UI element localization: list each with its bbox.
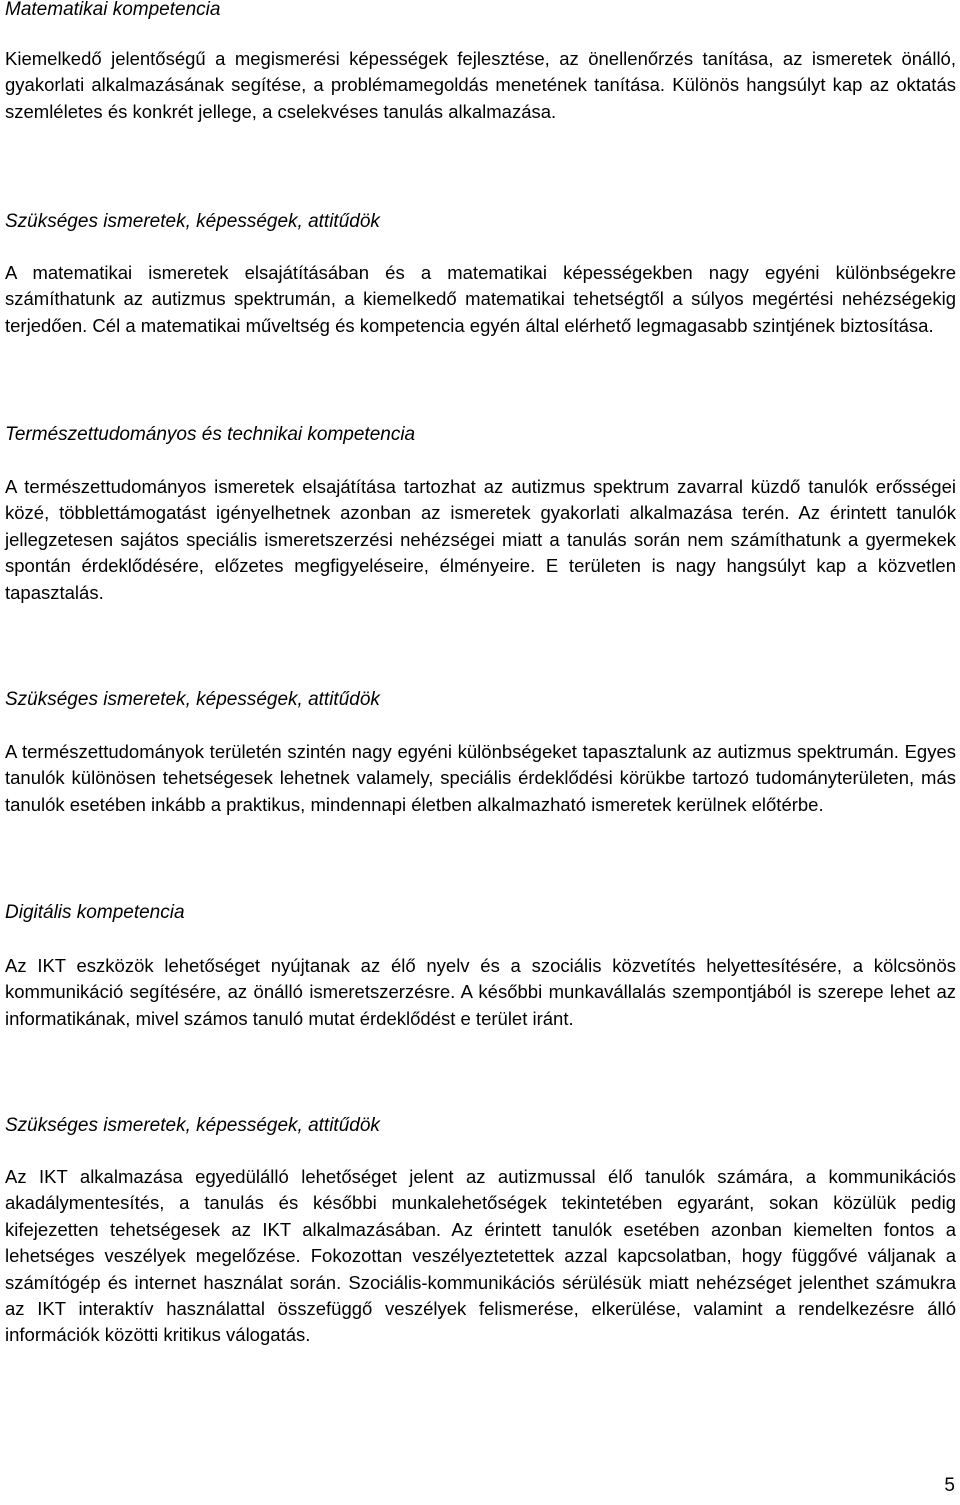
section-paragraph: A természettudományok területén szintén nagy egyéni különbségeket tapasztalunk az autizmus spektrumán. Egyes tanulók különösen tehetségesek lehetnek valamely, speciális érdeklődési körükbe tartozó tudományterületen, más tanulók esetében inkább a praktikus, mindennapi életben alkalmazható ismeretek kerülnek előtérbe.: [5, 741, 956, 815]
section-heading: Szükséges ismeretek, képességek, attitűdök: [5, 1115, 380, 1136]
section-heading: Szükséges ismeretek, képességek, attitűdök: [5, 689, 380, 710]
section-paragraph: A természettudományos ismeretek elsajátítása tartozhat az autizmus spektrum zavarral küzdő tanulók erősségei közé, többlettámogatást igényelhetnek azonban az ismeretek gyakorlati alkalmazása terén. Az érintett tanulók jellegzetesen sajátos speciális ismeretszerzési nehézségei miatt a tanulás során nem számíthatunk a gyermekek spontán érdeklődésére, előzetes megfigyeléseire, élményeire. E területen is nagy hangsúlyt kap a közvetlen tapasztalás.: [5, 476, 956, 603]
section-heading: Digitális kompetencia: [5, 902, 185, 923]
section-heading: Természettudományos és technikai kompetencia: [5, 424, 416, 445]
page-number: 5: [944, 1475, 955, 1496]
section-heading: Matematikai kompetencia: [5, 0, 221, 20]
section-heading: Szükséges ismeretek, képességek, attitűdök: [5, 211, 380, 232]
section-paragraph: A matematikai ismeretek elsajátításában és a matematikai képességekben nagy egyéni különbségekre számíthatunk az autizmus spektrumán, a kiemelkedő matematikai tehetségtől a súlyos megértési nehézségekig terjedően. Cél a matematikai műveltség és kompetencia egyén által elérhető legmagasabb szintjének biztosítása.: [5, 262, 956, 336]
section-paragraph: Az IKT eszközök lehetőséget nyújtanak az élő nyelv és a szociális közvetítés helyettesítésére, a kölcsönös kommunikáció segítésére, az önálló ismeretszerzésre. A későbbi munkavállalás szempontjából is szerepe lehet az informatikának, mivel számos tanuló mutat érdeklődést e terület iránt.: [5, 955, 956, 1029]
section-paragraph: Kiemelkedő jelentőségű a megismerési képességek fejlesztése, az önellenőrzés tanítása, az ismeretek önálló, gyakorlati alkalmazásának segítése, a problémamegoldás menetének tanítása. Különös hangsúlyt kap az oktatás szemléletes és konkrét jellege, a cselekvéses tanulás alkalmazása.: [5, 48, 956, 122]
section-paragraph: Az IKT alkalmazása egyedülálló lehetőséget jelent az autizmussal élő tanulók számára, a kommunikációs akadálymentesítés, a tanulás és későbbi munkalehetőségek tekintetében egyaránt, sokan közülük pedig kifejezetten tehetségesek az IKT alkalmazásában. Az érintett tanulók esetében azonban kiemelten fontos a lehetséges veszélyek megelőzése. Fokozottan veszélyeztetettek azzal kapcsolatban, hogy függővé váljanak a számítógép és internet használat során. Szociális-kommunikációs sérülésük miatt nehézséget jelenthet számukra az IKT interaktív használattal összefüggő veszélyek felismerése, elkerülése, valamint a rendelkezésre álló információk közötti kritikus válogatás.: [5, 1166, 956, 1346]
